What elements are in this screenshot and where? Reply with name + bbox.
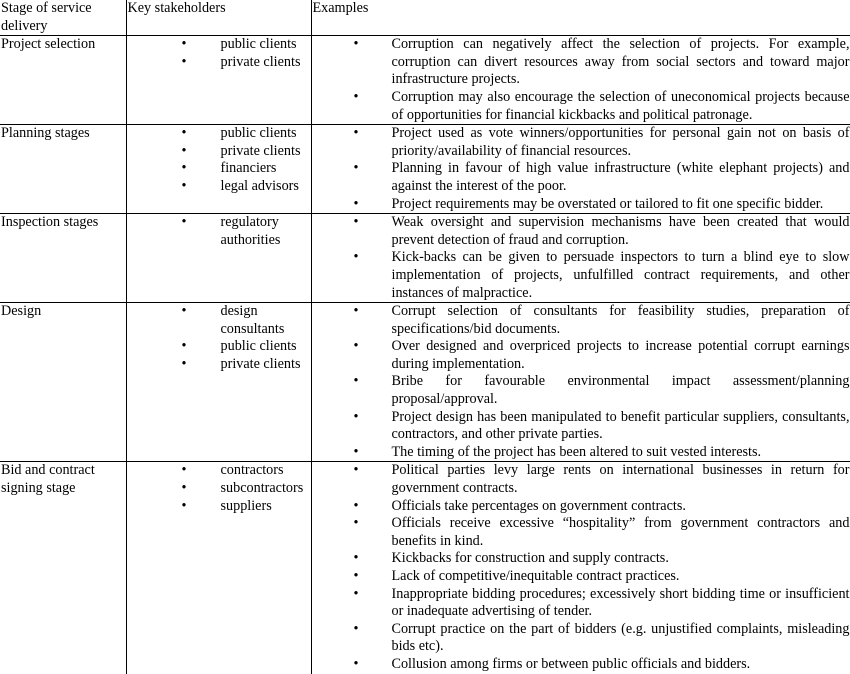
example-item: • Corrupt practice on the part of bidders (e.g. unjustified complaints, misleading bids etc).	[313, 621, 850, 656]
stakeholder-list	[128, 125, 311, 195]
example-item: • Kick-backs can be given to persuade inspectors to turn a blind eye to slow implementation of projects, unfulfilled contract requirements, and other instances of malpractice.	[313, 249, 850, 302]
example-list	[313, 303, 850, 461]
example-item: • Project used as vote winners/opportunities for personal gain not on basis of priority/availability of financial resources.	[313, 125, 850, 160]
stakeholder-item: • suppliers	[128, 498, 311, 516]
example-item: • Corruption may also encourage the selection of uneconomical projects because of opportunities for financial kickbacks and political patronage.	[313, 89, 850, 124]
example-item: • Inappropriate bidding procedures; excessively short bidding time or insufficient or inadequate advertising of tender.	[313, 586, 850, 621]
examples-cell	[311, 462, 850, 674]
example-item: • Project requirements may be overstated or tailored to fit one specific bidder.	[313, 196, 850, 214]
examples-cell	[311, 303, 850, 462]
example-item: • Over designed and overpriced projects to increase potential corrupt earnings during implementation.	[313, 338, 850, 373]
example-item: • Officials receive excessive “hospitality” from government contractors and benefits in kind.	[313, 515, 850, 550]
stakeholder-list	[128, 462, 311, 515]
stakeholder-item: • legal advisors	[128, 178, 311, 196]
stage-cell: Design	[0, 303, 126, 462]
examples-cell	[311, 214, 850, 303]
stage-cell: Inspection stages	[0, 214, 126, 303]
stakeholders-cell	[126, 462, 311, 674]
stakeholder-item: • contractors	[128, 462, 311, 480]
header-examples: Examples	[311, 0, 850, 36]
examples-cell	[311, 36, 850, 125]
stakeholder-item: • subcontractors	[128, 480, 311, 498]
table-row	[0, 214, 850, 303]
stakeholder-item: • private clients	[128, 54, 311, 72]
example-list	[313, 36, 850, 124]
stage-cell: Bid and contract signing stage	[0, 462, 126, 674]
stakeholder-item: • regulatory authorities	[128, 214, 311, 249]
example-item: • Project design has been manipulated to benefit particular suppliers, consultants, contractors, and other private parties.	[313, 409, 850, 444]
stakeholders-cell	[126, 125, 311, 214]
stage-cell: Project selection	[0, 36, 126, 125]
stakeholder-list	[128, 214, 311, 249]
stakeholder-list	[128, 303, 311, 373]
example-item: • Kickbacks for construction and supply contracts.	[313, 550, 850, 568]
header-stakeholders: Key stakeholders	[126, 0, 311, 36]
stakeholders-cell	[126, 36, 311, 125]
example-item: • Officials take percentages on government contracts.	[313, 498, 850, 516]
header-stage: Stage of service delivery	[0, 0, 126, 36]
stakeholder-item: • private clients	[128, 356, 311, 374]
table-row	[0, 125, 850, 214]
example-item: • Bribe for favourable environmental impact assessment/planning proposal/approval.	[313, 373, 850, 408]
stakeholder-item: • public clients	[128, 338, 311, 356]
example-item: • Corrupt selection of consultants for feasibility studies, preparation of specifications/bid documents.	[313, 303, 850, 338]
stakeholder-item: • public clients	[128, 125, 311, 143]
stakeholder-item: • design consultants	[128, 303, 311, 338]
stakeholders-cell	[126, 214, 311, 303]
table-row	[0, 462, 850, 674]
stakeholder-list	[128, 36, 311, 71]
stakeholders-cell	[126, 303, 311, 462]
table-row	[0, 303, 850, 462]
examples-cell	[311, 125, 850, 214]
stakeholder-item: • public clients	[128, 36, 311, 54]
stakeholder-item: • financiers	[128, 160, 311, 178]
example-item: • Planning in favour of high value infrastructure (white elephant projects) and against the interest of the poor.	[313, 160, 850, 195]
stage-cell: Planning stages	[0, 125, 126, 214]
example-list	[313, 125, 850, 213]
example-item: • The timing of the project has been altered to suit vested interests.	[313, 444, 850, 462]
example-list	[313, 462, 850, 673]
stakeholder-item: • private clients	[128, 143, 311, 161]
example-item: • Lack of competitive/inequitable contract practices.	[313, 568, 850, 586]
example-list	[313, 214, 850, 302]
table-header-row	[0, 0, 850, 36]
example-item: • Corruption can negatively affect the selection of projects. For example, corruption can divert resources away from social sectors and toward major infrastructure projects.	[313, 36, 850, 89]
example-item: • Political parties levy large rents on international businesses in return for government contracts.	[313, 462, 850, 497]
example-item: • Weak oversight and supervision mechanisms have been created that would prevent detection of fraud and corruption.	[313, 214, 850, 249]
example-item: • Collusion among firms or between public officials and bidders.	[313, 656, 850, 674]
table-row	[0, 36, 850, 125]
